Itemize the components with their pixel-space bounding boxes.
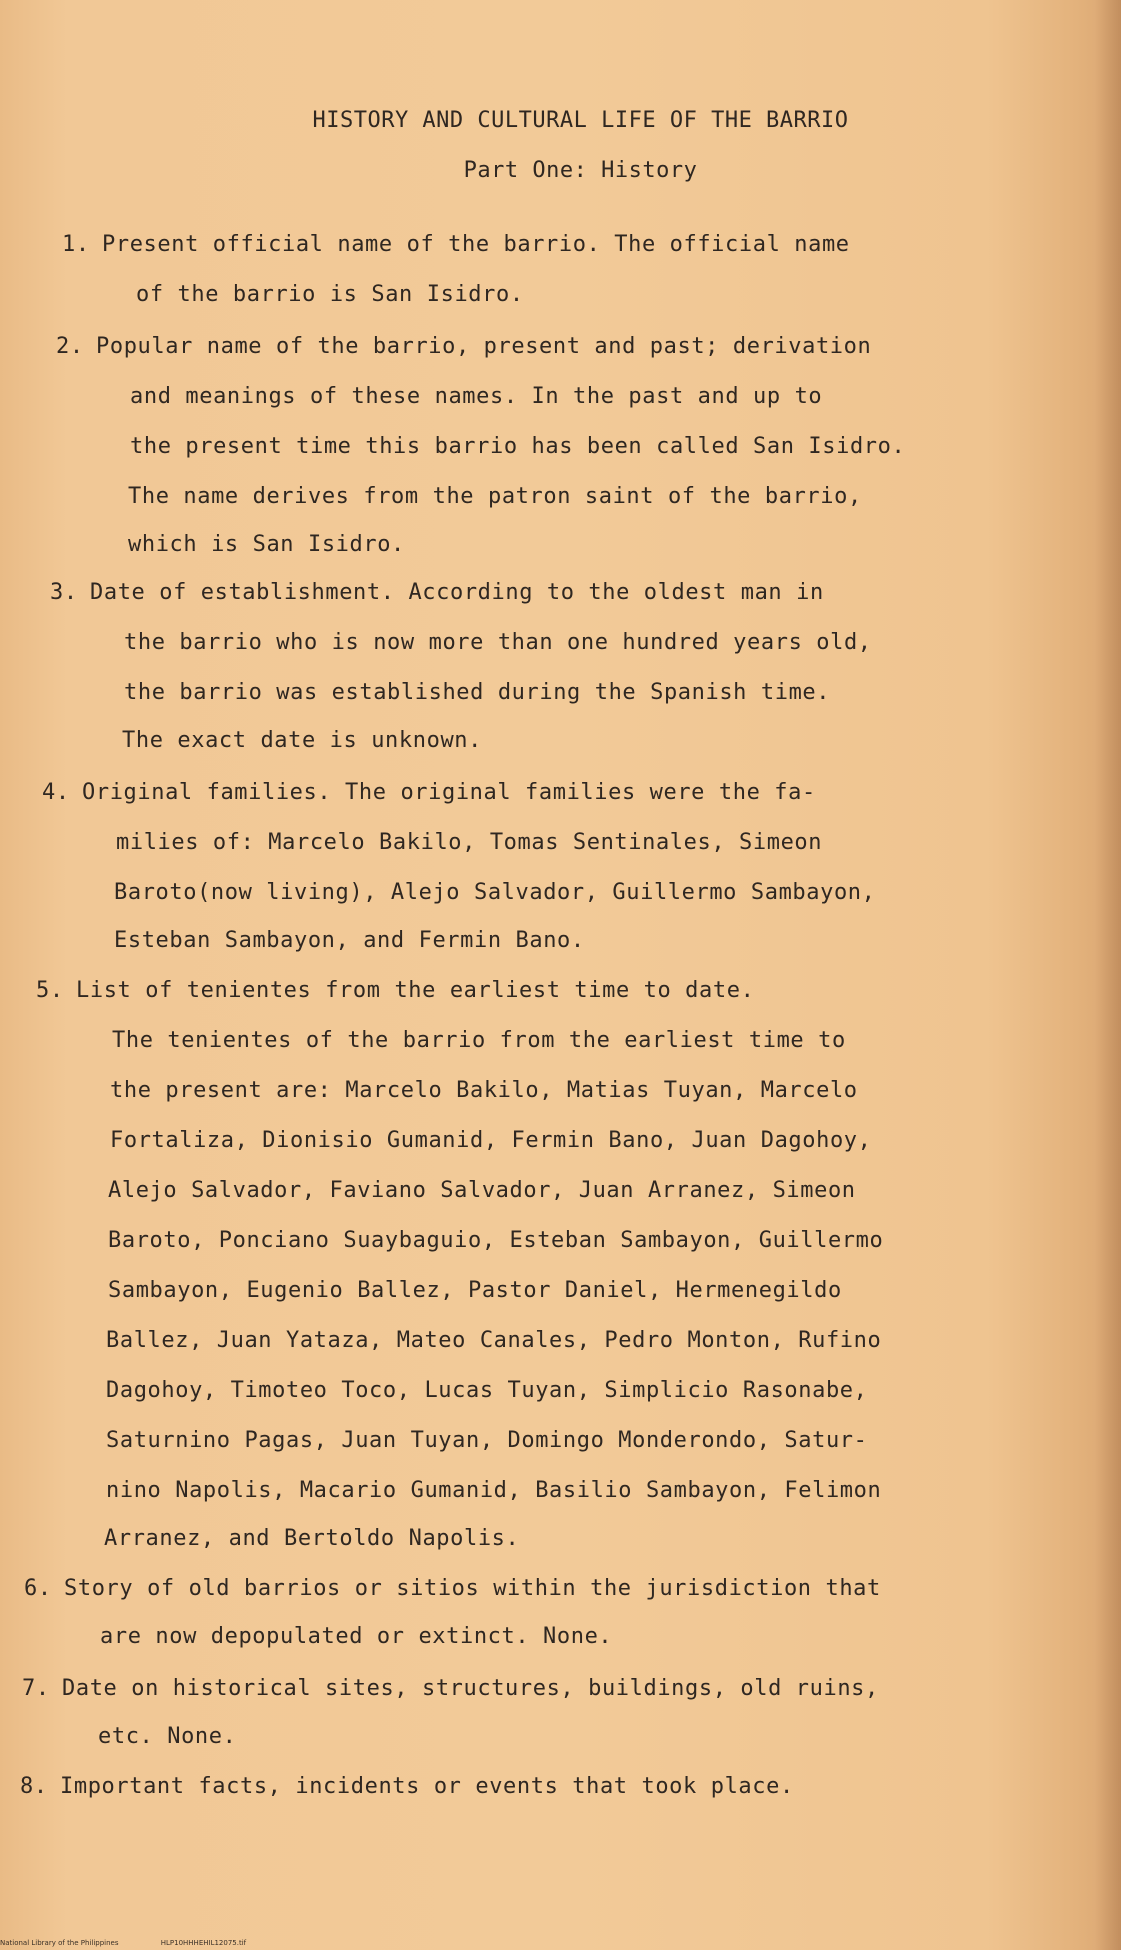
- item-1-line-1: 1. Present official name of the barrio. The official name: [62, 232, 850, 257]
- item-5-line-9: Dagohoy, Timoteo Toco, Lucas Tuyan, Simplicio Rasonabe,: [106, 1378, 868, 1403]
- item-number: 8.: [20, 1774, 48, 1799]
- item-number: 4.: [42, 780, 70, 805]
- item-2-line-3: the present time this barrio has been called San Isidro.: [130, 434, 906, 459]
- item-6-line-1: 6. Story of old barrios or sitios within the jurisdiction that: [24, 1576, 881, 1601]
- item-5-line-7: Sambayon, Eugenio Ballez, Pastor Daniel, Hermenegildo: [108, 1278, 842, 1303]
- item-2-line-4: The name derives from the patron saint of the barrio,: [128, 484, 862, 509]
- document-title: HISTORY AND CULTURAL LIFE OF THE BARRIO: [312, 108, 849, 133]
- scan-footer: [0, 1939, 286, 1947]
- item-7-line-2: etc. None.: [98, 1724, 237, 1749]
- item-2-line-1: 2. Popular name of the barrio, present and past; derivation: [56, 334, 872, 359]
- footer-library: National Library of the Philippines: [0, 1939, 119, 1947]
- item-4-line-2: milies of: Marcelo Bakilo, Tomas Sentinales, Simeon: [116, 830, 823, 855]
- item-number: 2.: [56, 334, 84, 359]
- item-3-line-3: the barrio was established during the Spanish time.: [124, 680, 831, 705]
- item-3-line-1: 3. Date of establishment. According to the oldest man in: [50, 580, 824, 605]
- item-5-line-8: Ballez, Juan Yataza, Mateo Canales, Pedro Monton, Rufino: [106, 1328, 882, 1353]
- item-2-line-5: which is San Isidro.: [128, 532, 405, 557]
- item-5-line-4: Fortaliza, Dionisio Gumanid, Fermin Bano, Juan Dagohoy,: [110, 1128, 872, 1153]
- item-5-line-1: 5. List of tenientes from the earliest time to date.: [36, 978, 755, 1003]
- item-7-line-1: 7. Date on historical sites, structures, buildings, old ruins,: [22, 1676, 879, 1701]
- page-edge-shadow: [1095, 0, 1121, 1950]
- item-8-line-1: 8. Important facts, incidents or events that took place.: [20, 1774, 794, 1799]
- item-5-line-2: The tenientes of the barrio from the earliest time to: [112, 1028, 846, 1053]
- item-5-line-11: nino Napolis, Macario Gumanid, Basilio Sambayon, Felimon: [106, 1478, 882, 1503]
- item-3-line-2: the barrio who is now more than one hundred years old,: [124, 630, 872, 655]
- footer-file: HLP10HHHEHIL12075.tif: [160, 1939, 247, 1947]
- item-4-line-4: Esteban Sambayon, and Fermin Bano.: [114, 928, 585, 953]
- item-5-line-10: Saturnino Pagas, Juan Tuyan, Domingo Monderondo, Satur-: [106, 1428, 868, 1453]
- item-number: 7.: [22, 1676, 50, 1701]
- item-3-line-4: The exact date is unknown.: [122, 728, 482, 753]
- item-5-line-6: Baroto, Ponciano Suaybaguio, Esteban Sambayon, Guillermo: [108, 1228, 884, 1253]
- item-number: 5.: [36, 978, 64, 1003]
- item-2-line-2: and meanings of these names. In the past and up to: [130, 384, 823, 409]
- item-number: 1.: [62, 232, 90, 257]
- item-4-line-3: Baroto(now living), Alejo Salvador, Guillermo Sambayon,: [114, 880, 876, 905]
- item-1-line-2: of the barrio is San Isidro.: [136, 282, 524, 307]
- item-5-line-12: Arranez, and Bertoldo Napolis.: [104, 1526, 520, 1551]
- item-5-line-5: Alejo Salvador, Faviano Salvador, Juan Arranez, Simeon: [108, 1178, 856, 1203]
- item-number: 6.: [24, 1576, 52, 1601]
- item-4-line-1: 4. Original families. The original families were the fa-: [42, 780, 816, 805]
- item-number: 3.: [50, 580, 78, 605]
- item-5-line-3: the present are: Marcelo Bakilo, Matias Tuyan, Marcelo: [110, 1078, 858, 1103]
- document-subtitle: Part One: History: [463, 158, 698, 183]
- item-6-line-2: are now depopulated or extinct. None.: [100, 1624, 613, 1649]
